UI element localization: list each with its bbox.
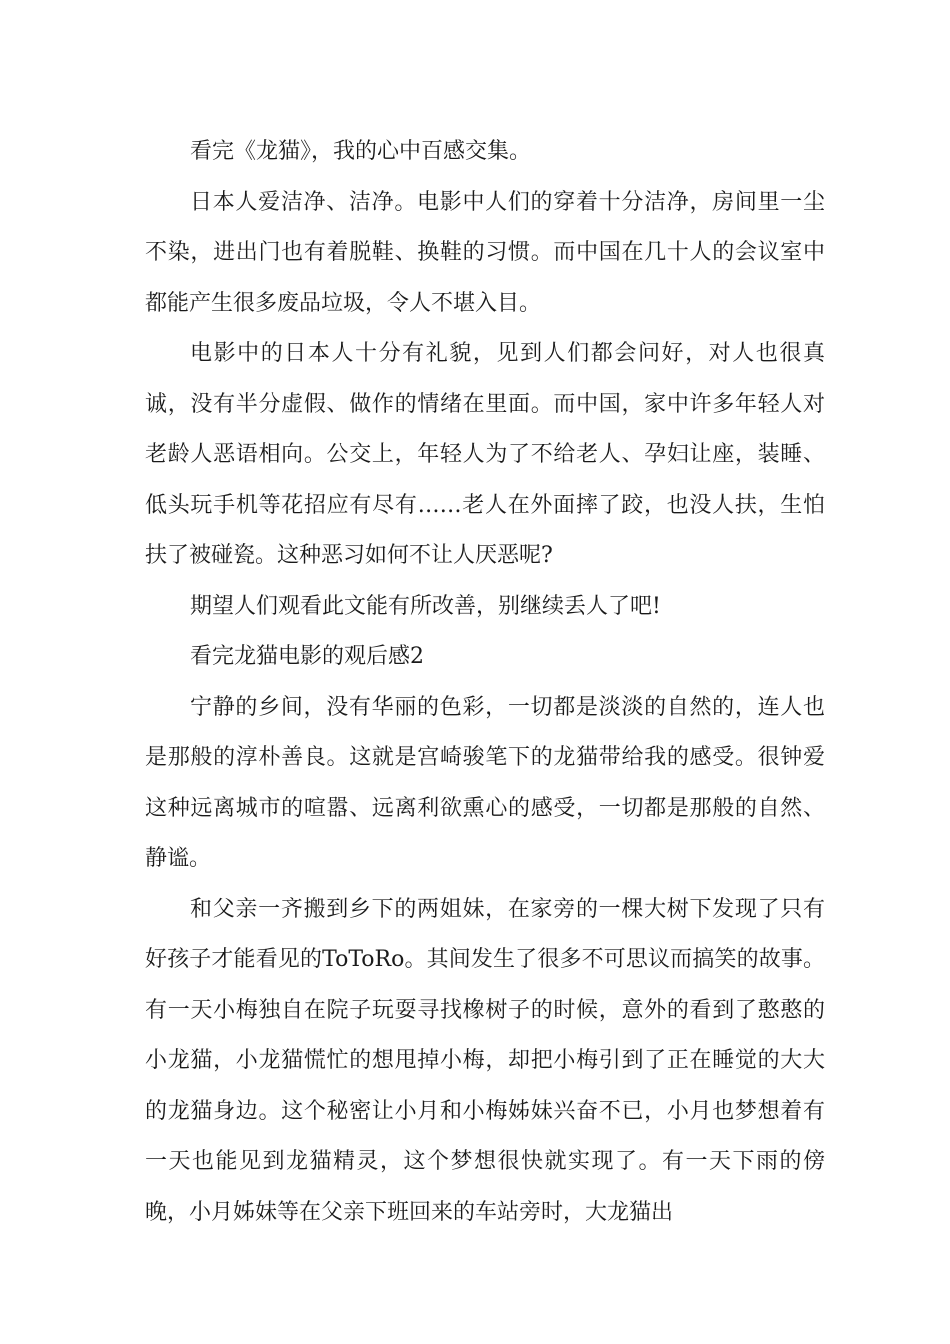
paragraph-intro: 看完《龙猫》，我的心中百感交集。 xyxy=(190,139,532,164)
document-body xyxy=(145,127,825,1238)
paragraph-story: 和父亲一齐搬到乡下的两姐妹，在家旁的一棵大树下发现了只有好孩子才能看见的ToToRo。其间发生了很多不可思议而搞笑的故事。有一天小梅独自在院子玩耍寻找橡树子的时候，意外的看到了憨憨的小龙猫，小龙猫慌忙的想甩掉小梅，却把小梅引到了正在睡觉的大大的龙猫身边。这个秘密让小月和小梅姊妹兴奋不已，小月也梦想着有一天也能见到龙猫精灵，这个梦想很快就实现了。有一天下雨的傍晚，小月姊妹等在父亲下班回来的车站旁时，大龙猫出 xyxy=(145,896,825,1225)
paragraph-countryside: 宁静的乡间，没有华丽的色彩，一切都是淡淡的自然的，连人也是那般的淳朴善良。这就是宫崎骏笔下的龙猫带给我的感受。很钟爱这种远离城市的喧嚣、远离利欲熏心的感受，一切都是那般的自然、静谧。 xyxy=(145,694,825,871)
paragraph-politeness: 电影中的日本人十分有礼貌，见到人们都会问好，对人也很真诚，没有半分虚假、做作的情绪在里面。而中国，家中许多年轻人对老龄人恶语相向。公交上，年轻人为了不给老人、孕妇让座，装睡、低头玩手机等花招应有尽有……老人在外面摔了跤，也没人扶，生怕扶了被碰瓷。这种恶习如何不让人厌恶呢? xyxy=(145,341,825,568)
paragraph-hope: 期望人们观看此文能有所改善，别继续丢人了吧! xyxy=(190,593,661,619)
paragraph-cleanliness: 日本人爱洁净、洁净。电影中人们的穿着十分洁净，房间里一尘不染，进出门也有着脱鞋、换鞋的习惯。而中国在几十人的会议室中都能产生很多废品垃圾，令人不堪入目。 xyxy=(145,189,825,316)
section-heading: 看完龙猫电影的观后感2 xyxy=(190,644,424,669)
